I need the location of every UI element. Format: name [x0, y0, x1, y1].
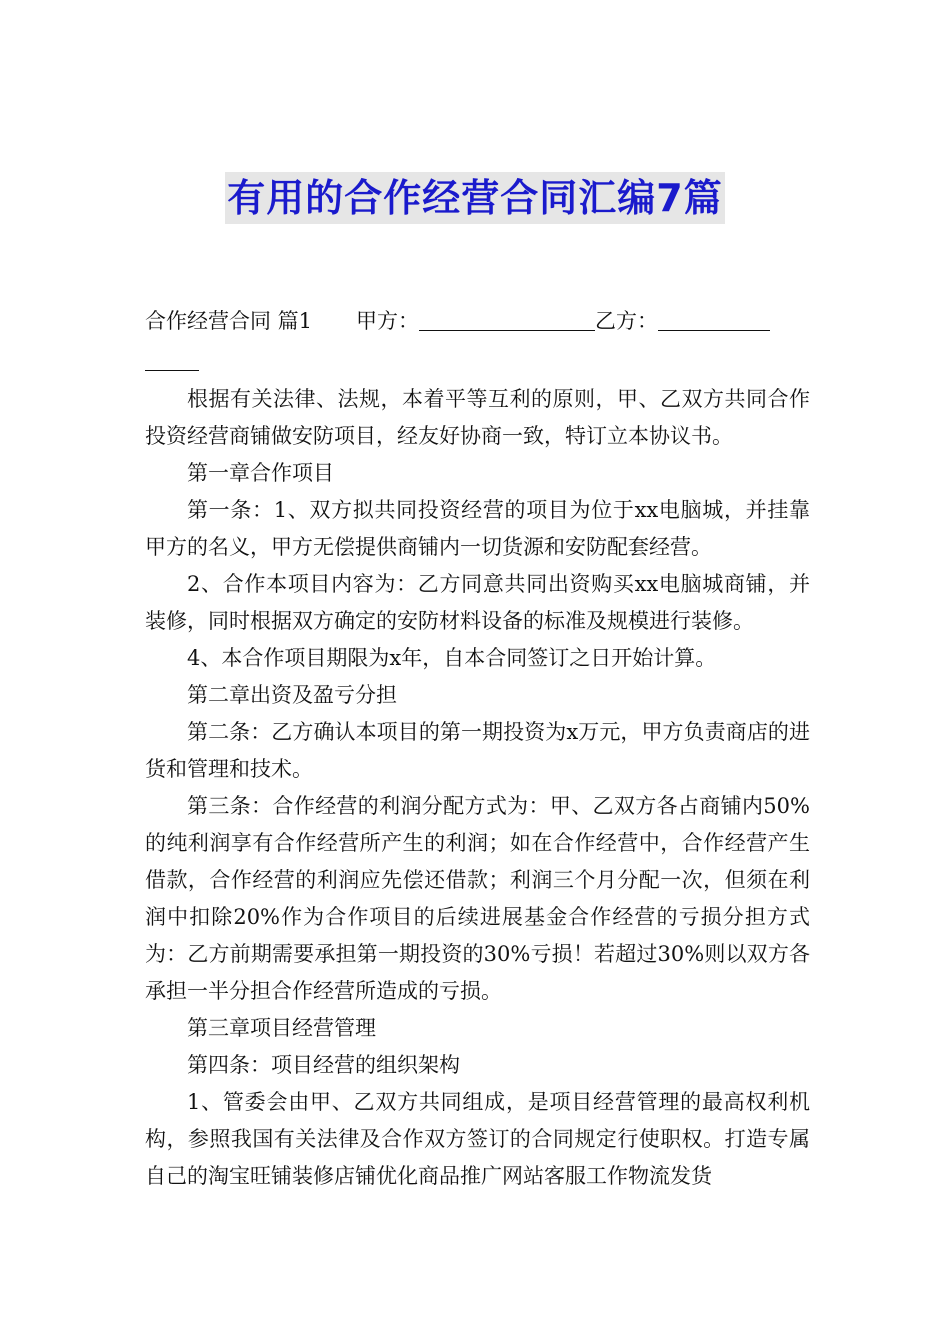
section-label: 合作经营合同 篇1 [145, 309, 313, 333]
party-b-blank [658, 306, 770, 331]
chapter-heading-2: 第二章出资及盈亏分担 [187, 683, 397, 707]
paragraph-article-4: 第四条：项目经营的组织架构 [187, 1053, 460, 1077]
paragraph-article-1: 第一条：1、双方拟共同投资经营的项目为位于xx电脑城，并挂靠甲方的名义，甲方无偿提供商铺内一切货源和安防配套经营。 [145, 498, 810, 559]
paragraph-article-2: 第二条：乙方确认本项目的第一期投资为x万元，甲方负责商店的进货和管理和技术。 [145, 720, 810, 781]
party-b-label: 乙方： [595, 309, 659, 333]
chapter-heading-1: 第一章合作项目 [187, 461, 334, 485]
party-a-blank [419, 306, 595, 331]
paragraph-item-4: 4、本合作项目期限为x年，自本合同签订之日开始计算。 [187, 646, 717, 670]
party-b-blank-continuation [145, 340, 810, 377]
contract-header-line [145, 303, 810, 340]
paragraph-item-2: 2、合作本项目内容为：乙方同意共同出资购买xx电脑城商铺，并装修，同时根据双方确定的安防材料设备的标准及规模进行装修。 [145, 572, 810, 633]
party-a-label: 甲方： [356, 309, 420, 333]
document-title: 有用的合作经营合同汇编7篇 [225, 172, 724, 224]
chapter-heading-3: 第三章项目经营管理 [187, 1016, 376, 1040]
document-body [145, 303, 810, 1195]
paragraph-intro: 根据有关法律、法规，本着平等互利的原则，甲、乙双方共同合作投资经营商铺做安防项目，经友好协商一致，特订立本协议书。 [145, 387, 810, 448]
title-container [0, 172, 950, 224]
party-b-blank-tail [145, 346, 199, 371]
paragraph-article-3: 第三条：合作经营的利润分配方式为：甲、乙双方各占商铺内50%的纯利润享有合作经营所产生的利润；如在合作经营中，合作经营产生借款，合作经营的利润应先偿还借款；利润三个月分配一次，但须在利润中扣除20%作为合作项目的后续进展基金合作经营的亏损分担方式为：乙方前期需要承担第一期投资的30%亏损！若超过30%则以双方各承担一半分担合作经营所造成的亏损。 [145, 794, 810, 1003]
paragraph-item-1: 1、管委会由甲、乙双方共同组成，是项目经营管理的最高权利机构，参照我国有关法律及合作双方签订的合同规定行使职权。打造专属自己的淘宝旺铺装修店铺优化商品推广网站客服工作物流发货 [145, 1090, 810, 1188]
